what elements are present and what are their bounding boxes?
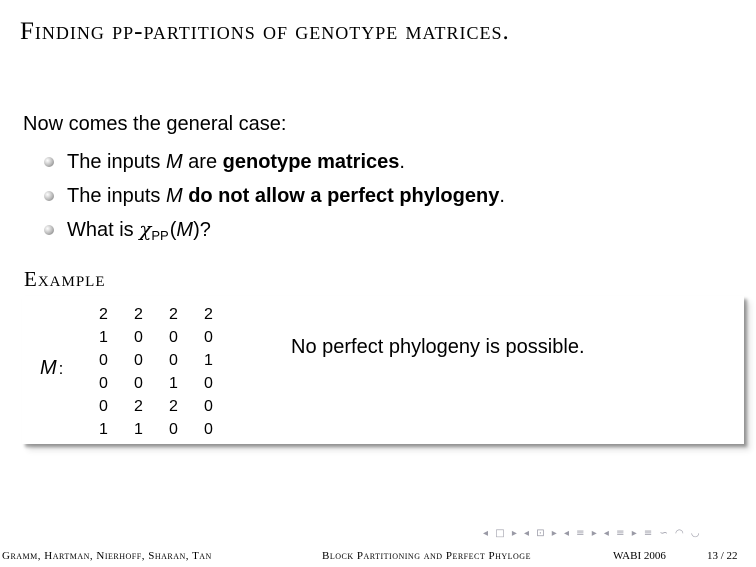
- matrix-cell: 0: [169, 351, 178, 369]
- matrix-row: [86, 326, 226, 349]
- matrix-cell: 1: [99, 420, 108, 438]
- matrix-row: [86, 395, 226, 418]
- matrix-row: [86, 372, 226, 395]
- matrix-cell: 2: [169, 305, 178, 323]
- bullet-item: [44, 145, 505, 179]
- matrix-row: [86, 303, 226, 326]
- example-title: Example: [24, 267, 106, 291]
- matrix-cell: 0: [99, 374, 108, 392]
- matrix-row: [86, 349, 226, 372]
- matrix-cell: 1: [204, 351, 213, 369]
- matrix-cell: 0: [134, 351, 143, 369]
- matrix-cell: 0: [134, 328, 143, 346]
- matrix-cell: 1: [169, 374, 178, 392]
- matrix-cell: 0: [204, 374, 213, 392]
- matrix-label: M :: [40, 357, 64, 379]
- matrix-cell: 2: [99, 305, 108, 323]
- matrix-cell: 2: [134, 397, 143, 415]
- matrix-cell: 2: [169, 397, 178, 415]
- footer-conference: WABI 2006: [613, 550, 666, 562]
- footer-bar: [0, 547, 756, 567]
- bullet-item: [44, 179, 505, 213]
- bullet-ball-icon: [44, 225, 54, 235]
- genotype-matrix: [86, 303, 226, 441]
- footer-authors: Gramm, Hartman, Nierhoff, Sharan, Tan: [2, 550, 212, 562]
- matrix-cell: 0: [134, 374, 143, 392]
- bullet-text: What is $\chi_{PP}(M)$?: [67, 217, 211, 243]
- intro-text: Now comes the general case:: [23, 113, 287, 135]
- matrix-cell: 0: [169, 328, 178, 346]
- matrix-cell: 2: [134, 305, 143, 323]
- matrix-cell: 0: [204, 328, 213, 346]
- bullet-item: [44, 213, 505, 247]
- navigation-symbols[interactable]: ◂ □ ▸ ◂ ⊡ ▸ ◂ ≡ ▸ ◂ ≡ ▸ ≡ ∽ ◠ ◡: [483, 528, 702, 539]
- footer-title: Block Partitioning and Perfect Phyloge: [322, 550, 531, 562]
- matrix-cell: 2: [204, 305, 213, 323]
- frame-title: Finding pp-partitions of genotype matrices.: [20, 18, 510, 45]
- matrix-cell: 0: [99, 351, 108, 369]
- bullet-ball-icon: [44, 157, 54, 167]
- matrix-cell: 1: [134, 420, 143, 438]
- bullet-ball-icon: [44, 191, 54, 201]
- bullet-list: [44, 145, 505, 247]
- footer-page-number: 13 / 22: [707, 550, 738, 562]
- matrix-row: [86, 418, 226, 441]
- matrix-cell: 0: [99, 397, 108, 415]
- matrix-cell: 1: [99, 328, 108, 346]
- bullet-text: The inputs M do not allow a perfect phylogeny.: [67, 184, 505, 207]
- matrix-cell: 0: [204, 420, 213, 438]
- matrix-cell: 0: [204, 397, 213, 415]
- matrix-cell: 0: [169, 420, 178, 438]
- bullet-text: The inputs M are genotype matrices.: [67, 150, 405, 173]
- example-statement: No perfect phylogeny is possible.: [291, 336, 585, 358]
